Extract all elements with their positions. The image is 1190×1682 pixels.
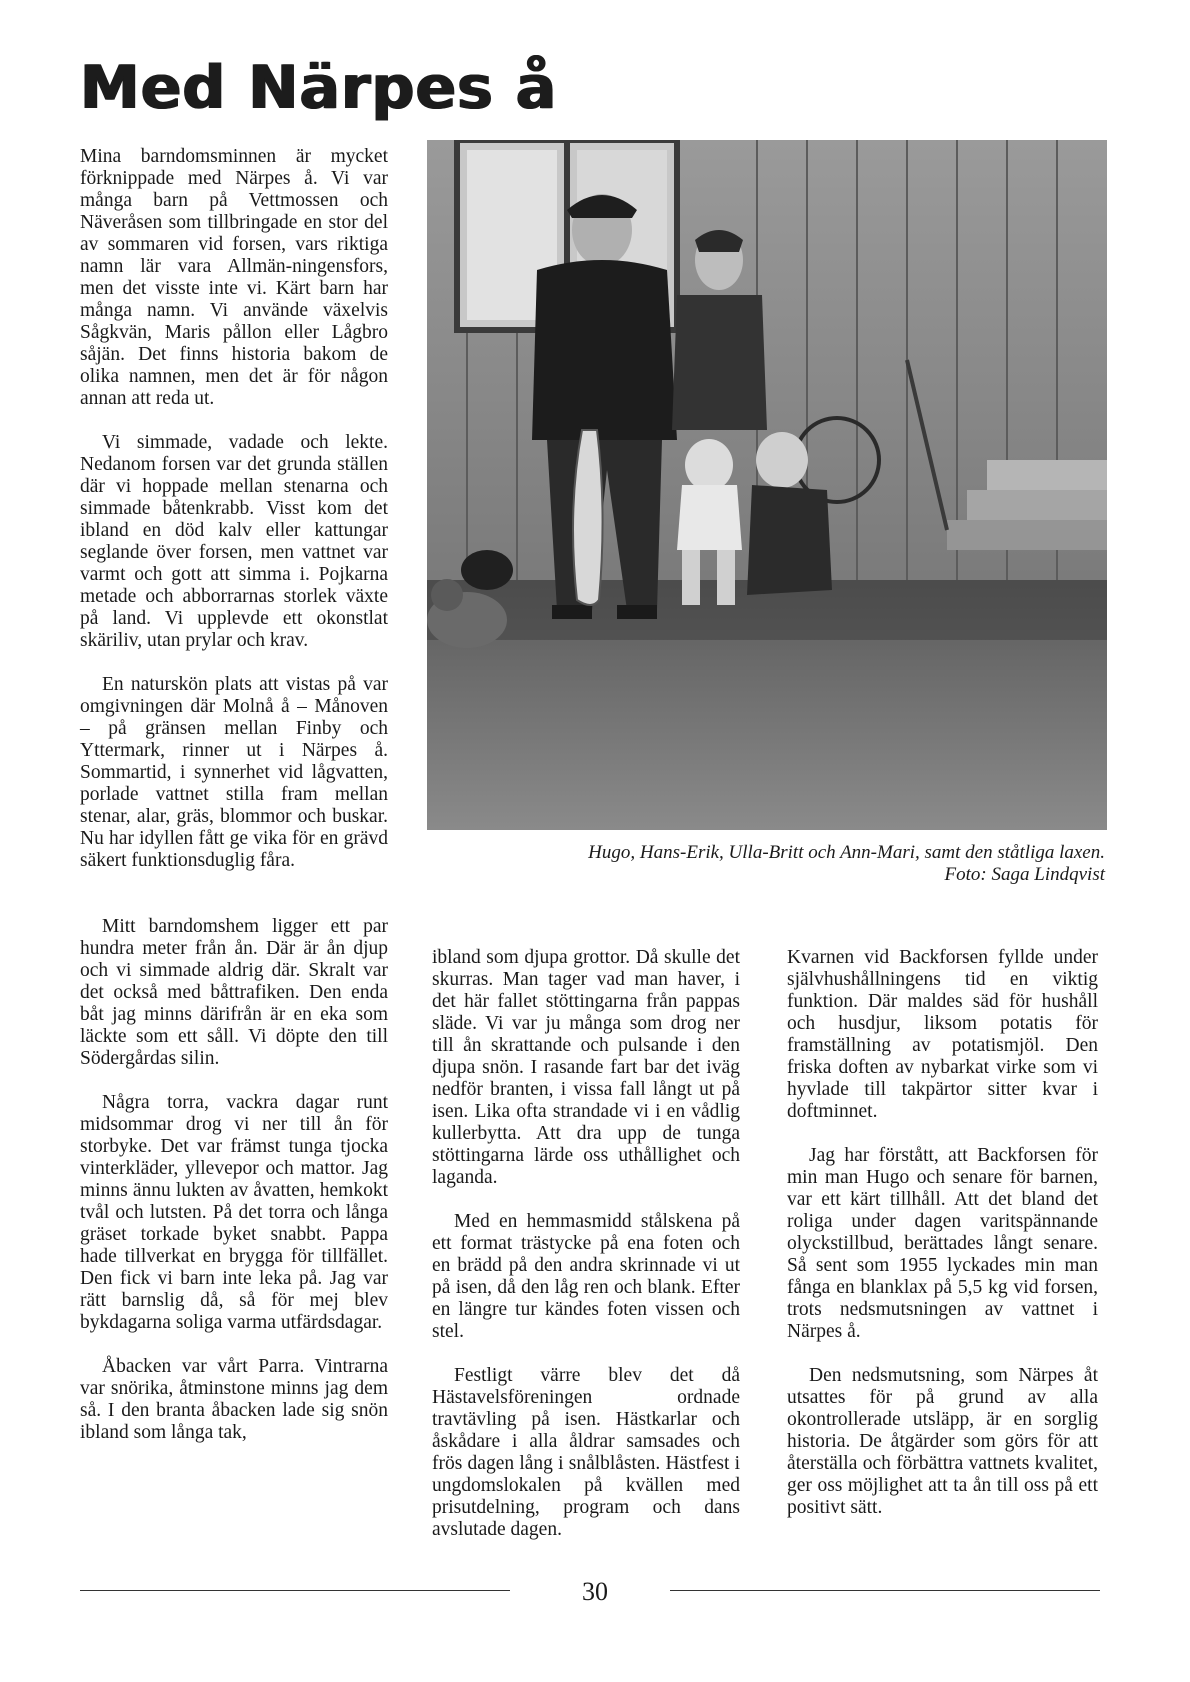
footer-rule-right (670, 1590, 1100, 1591)
family-photo (427, 140, 1107, 830)
paragraph: Med en hemmasmidd stålskena på ett format trästycke på ena foten och en brädd på den andra skrinnade vi ut på isen, då den låg ren och blank. Efter en längre tur kändes foten vissen och stel. (432, 1211, 740, 1342)
paragraph: Den nedsmutsning, som Närpes åt utsattes för på grund av alla okontrollerade utsläpp, är en sorglig historia. De åtgärder som görs för att återställa och förbättra vattnets kvalitet, ger oss möjlighet att ta ån till oss på ett positivt sätt. (787, 1365, 1098, 1518)
photo-credit: Foto: Saga Lindqvist (944, 864, 1105, 885)
text-column-left (80, 146, 388, 1466)
paragraph: Jag har förstått, att Backforsen för min man Hugo och senare för barnen, var ett kärt tillhåll. Att det bland det roliga under dagen varitspännande olyckstillbud, berättades långt senare. Så sent som 1955 lyckades min man fånga en blanklax på 5,5 kg vid forsen, trots nedsmutsningen av vattnet i Närpes å. (787, 1145, 1098, 1342)
paragraph: Festligt värre blev det då Hästavelsföreningen ordnade travtävling på isen. Hästkarlar och åskådare i alla åldrar samsades och frös dagen lång i snålblåsten. Hästfest i ungdomslokalen på kvällen med prisutdelning, program och dans avslutade dagen. (432, 1365, 740, 1540)
paragraph: Mitt barndomshem ligger ett par hundra meter från ån. Där är ån djup och vi simmade aldrig där. Skralt var det också med båttrafiken. Den enda båt jag minns därifrån är en eka som läckte som ett såll. Vi döpte den till Södergårdas silin. (80, 916, 388, 1069)
article-title: Med Närpes å (80, 53, 558, 123)
paragraph: ibland som djupa grottor. Då skulle det skurras. Man tager vad man haver, i det här fallet stöttingarna från pappas släde. Vi var ju många som drog ner till ån skrattande och pulsande i den djupa snön. I rasande fart bar det iväg nedför branten, i vissa fall långt ut på isen. Lika ofta strandade vi i en vådlig kullerbytta. Att dra upp de tunga stöttingarna lärde oss uthållighet och laganda. (432, 947, 740, 1188)
text-column-right (787, 947, 1098, 1541)
family-photo-illustration (427, 140, 1107, 830)
paragraph: Några torra, vackra dagar runt midsommar drog vi ner till ån för storbyke. Det var främst tunga tjocka vinterkläder, yllevepor och mattor. Jag minns ännu lukten av åvatten, hemkokt tvål och lutsten. På det torra och långa gräset torkade byket snabbt. Pappa hade tillverkat en brygga för tillfället. Den fick vi barn inte leka på. Jag var rätt barnslig då, så för mej blev bykdagarna soliga varma utfärdsdagar. (80, 1092, 388, 1333)
paragraph: Mina barndomsminnen är mycket förknippade med Närpes å. Vi var många barn på Vettmossen och Näveråsen som tillbringade en stor del av sommaren vid forsen, vars riktiga namn lär vara Allmän-ningensfors, men det visste inte vi. Kärt barn har många namn. Vi använde växelvis Sågkvän, Maris pållon eller Lågbro såjän. Det finns historia bakom de olika namnen, men det är för någon annan att reda ut. (80, 146, 388, 409)
page-number: 30 (582, 1577, 608, 1606)
paragraph: En naturskön plats att vistas på var omgivningen där Molnå å – Månoven – på gränsen mellan Finby och Yttermark, rinner ut i Närpes å. Sommartid, i synnerhet vid lågvatten, porlade vattnet stilla fram mellan stenar, alar, gräs, blommor och buskar. Nu har idyllen fått ge vika för en grävd säkert funktionsduglig fåra. (80, 674, 388, 871)
caption-text: Hugo, Hans-Erik, Ulla-Britt och Ann-Mari, samt den ståtliga laxen. (588, 842, 1105, 863)
text-column-middle (432, 947, 740, 1563)
paragraph: Vi simmade, vadade och lekte. Nedanom forsen var det grunda ställen där vi hoppade mellan stenarna och simmade båtenkrabb. Visst kom det ibland en död kalv eller kattungar seglande över forsen, men vattnet var varmt och gott att simma i. Pojkarna metade och abborrarnas storlek växte på land. Vi upplevde ett okonstlat skäriliv, utan prylar och krav. (80, 432, 388, 651)
footer-rule-left (80, 1590, 510, 1591)
paragraph: Åbacken var vårt Parra. Vintrarna var snörika, åtminstone minns jag dem så. I den branta åbacken lade sig snön ibland som långa tak, (80, 1356, 388, 1443)
paragraph: Kvarnen vid Backforsen fyllde under självhushållningens tid en viktig funktion. Där maldes säd för hushåll och husdjur, liksom potatis för framställning av potatismjöl. Den friska doften av nybarkat virke som vi hyvlade till takpärtor sitter kvar i doftminnet. (787, 947, 1098, 1122)
photo-caption (480, 842, 1105, 886)
